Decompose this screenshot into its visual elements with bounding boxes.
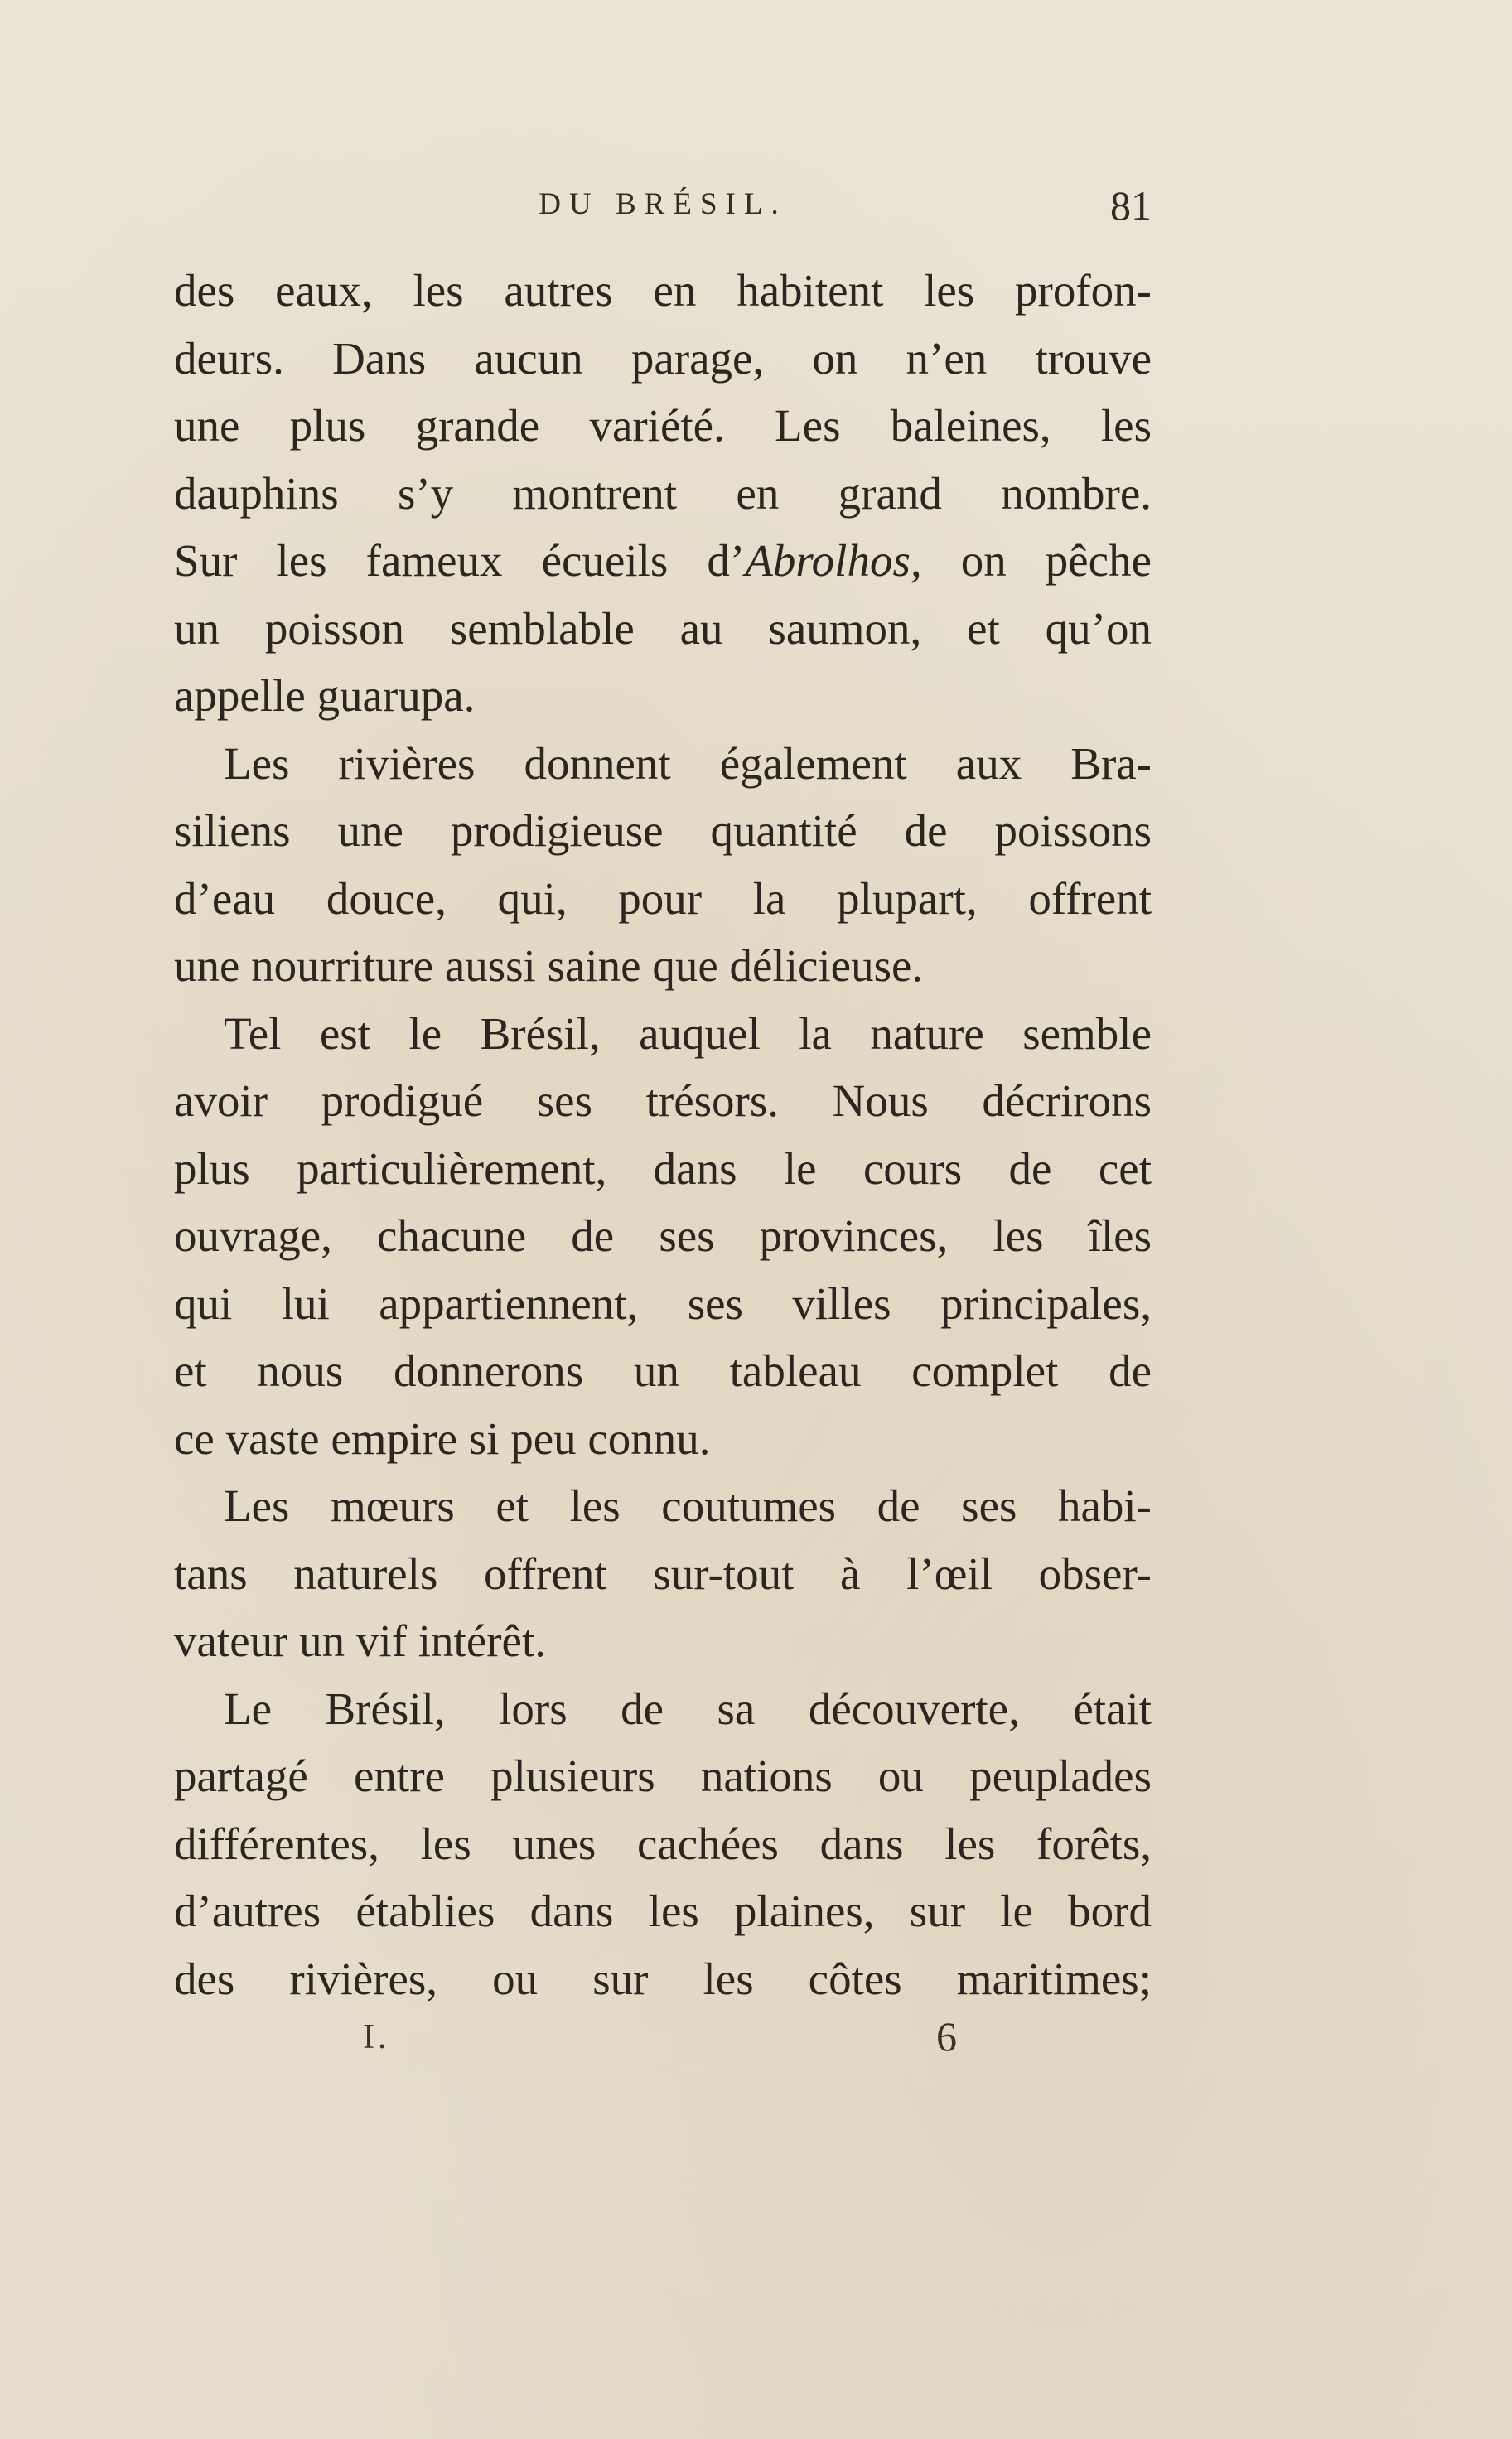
text-line: vateur un vif intérêt. (174, 1616, 546, 1666)
page-footer (174, 2013, 1152, 2075)
sheet-number: 6 (936, 2013, 957, 2060)
text-run: on pêche (921, 535, 1152, 586)
page-number: 81 (1110, 182, 1152, 229)
signature-mark: I. (363, 2018, 390, 2056)
running-title: DU BRÉSIL. (539, 187, 787, 221)
text-line: deurs. Dans aucun parage, on n’en trouve (174, 332, 1152, 384)
place-name-italic: Abrolhos, (745, 535, 922, 586)
text-line: appelle guarupa. (174, 670, 476, 721)
text-line: une plus grande variété. Les baleines, les (174, 400, 1152, 451)
text-line: ouvrage, chacune de ses provinces, les îles (174, 1210, 1152, 1261)
paragraph (174, 730, 1152, 1000)
text-line: Les rivières donnent également aux Bra- (224, 737, 1152, 789)
text-line: Le Brésil, lors de sa découverte, était (224, 1683, 1152, 1734)
page-header (174, 182, 1152, 244)
text-line: tans naturels offrent sur-tout à l’œil obser- (174, 1548, 1152, 1599)
text-line: une nourriture aussi saine que délicieuse. (174, 940, 924, 991)
paragraph (174, 257, 1152, 730)
paragraph (174, 1000, 1152, 1473)
text-line: un poisson semblable au saumon, et qu’on (174, 602, 1152, 654)
text-line: dauphins s’y montrent en grand nombre. (174, 467, 1152, 519)
paragraph (174, 1675, 1152, 2013)
text-line: différentes, les unes cachées dans les forêts, (174, 1818, 1152, 1869)
text-line: plus particulièrement, dans le cours de cet (174, 1142, 1152, 1194)
text-line: d’autres établies dans les plaines, sur le bord (174, 1886, 1152, 1936)
text-line: Tel est le Brésil, auquel la nature semble (224, 1007, 1152, 1059)
paragraph (174, 1472, 1152, 1675)
text-line: qui lui appartiennent, ses villes principales, (174, 1277, 1152, 1329)
text-line: Les mœurs et les coutumes de ses habi- (224, 1480, 1152, 1531)
text-run: Sur les fameux écueils d’ (174, 535, 746, 586)
text-line: ce vaste empire si peu connu. (174, 1413, 711, 1464)
text-line: d’eau douce, qui, pour la plupart, offrent (174, 872, 1152, 924)
text-line: avoir prodigué ses trésors. Nous décrirons (174, 1075, 1152, 1126)
text-line (174, 527, 1152, 595)
text-line: partagé entre plusieurs nations ou peuplades (174, 1751, 1152, 1801)
text-line: et nous donnerons un tableau complet de (174, 1345, 1152, 1396)
text-line: siliens une prodigieuse quantité de poissons (174, 805, 1152, 856)
text-line: des rivières, ou sur les côtes maritimes; (174, 1953, 1152, 2004)
text-line: des eaux, les autres en habitent les profon- (174, 265, 1152, 316)
body-text (174, 257, 1152, 2012)
